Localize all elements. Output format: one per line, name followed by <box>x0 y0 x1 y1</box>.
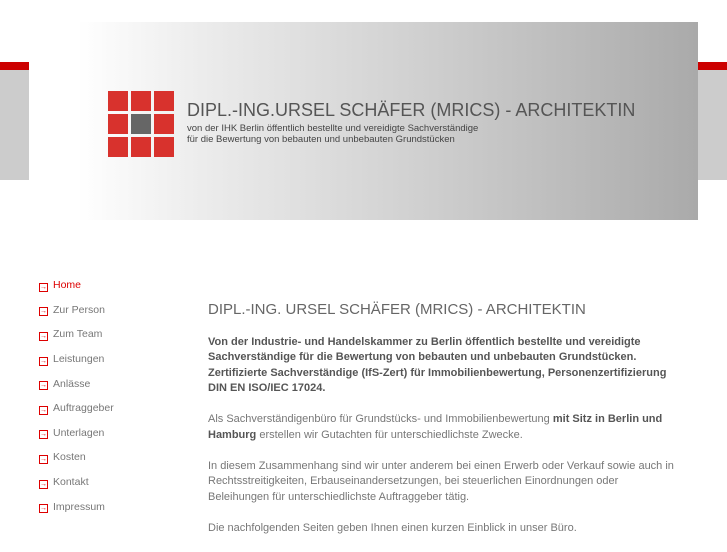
left-decor-bar <box>0 62 29 180</box>
nav-label: Kontakt <box>53 476 89 489</box>
location-text: mit Sitz in Berlin und Hamburg <box>208 413 663 441</box>
nav-item-kosten[interactable] <box>39 445 114 470</box>
sidebar-nav <box>39 273 114 519</box>
arrow-in-icon: → <box>40 382 47 390</box>
banner-subtitle-2: für die Bewertung von bebauten und unbebauten Grundstücken <box>187 134 455 145</box>
arrow-in-icon: → <box>40 431 47 439</box>
page-title: DIPL.-ING. URSEL SCHÄFER (MRICS) - ARCHITEKTIN <box>208 301 586 318</box>
nav-label: Auftraggeber <box>53 402 114 415</box>
closing-paragraph: Die nachfolgenden Seiten geben Ihnen einen kurzen Einblick in unser Büro. <box>208 521 577 534</box>
header-banner <box>78 22 698 220</box>
office-paragraph <box>208 412 678 443</box>
nav-label: Zur Person <box>53 303 105 316</box>
arrow-in-icon: → <box>40 283 47 291</box>
arrow-in-icon: → <box>40 455 47 463</box>
arrow-in-icon: → <box>40 505 47 513</box>
arrow-in-icon: → <box>40 308 47 316</box>
arrow-in-icon: → <box>40 332 47 340</box>
text: Als Sachverständigenbüro für Grundstücks- und Immobilienbewertung <box>208 413 553 425</box>
arrow-in-icon: → <box>40 480 47 488</box>
nav-label: Kosten <box>53 451 86 464</box>
nav-label: Impressum <box>53 500 105 513</box>
banner-subtitle-1: von der IHK Berlin öffentlich bestellte und vereidigte Sachverständige <box>187 123 479 134</box>
nav-item-home[interactable] <box>39 273 114 298</box>
nav-item-impressum[interactable] <box>39 494 114 519</box>
nav-label: Zum Team <box>53 328 103 341</box>
main-content <box>208 302 678 552</box>
nav-label: Leistungen <box>53 353 105 366</box>
nav-label: Home <box>53 279 82 292</box>
nav-label: Unterlagen <box>53 426 105 439</box>
context-paragraph: In diesem Zusammenhang sind wir unter anderem bei einen Erwerb oder Verkauf sowie auch in Rechtsstreitigkeiten, Erbauseinandersetzungen, bei steuerlichen Einordnungen oder Beleihungen für unterschiedlichste Auftraggeber tätig. <box>208 459 674 503</box>
nav-item-unterlagen[interactable] <box>39 421 114 446</box>
text: erstellen wir Gutachten für unterschiedlichste Zwecke. <box>256 428 523 441</box>
nav-item-anlaesse[interactable] <box>39 371 114 396</box>
right-decor-bar <box>698 62 727 180</box>
arrow-in-icon: → <box>40 406 47 414</box>
intro-paragraph: Von der Industrie- und Handelskammer zu Berlin öffentlich bestellte und vereidigte Sachverständige für die Bewertung von bebauten und unbebauten Grundstücken. Zertifizierte Sachverständige (IfS-Zert) für Immobilienbewertung, Personenzertifizierung DIN EN ISO/IEC 17024. <box>208 335 667 394</box>
nav-label: Anlässe <box>53 377 91 390</box>
nav-item-leistungen[interactable] <box>39 347 114 372</box>
banner-title: DIPL.-ING.URSEL SCHÄFER (MRICS) - ARCHITEKTIN <box>187 100 636 120</box>
nav-item-kontakt[interactable] <box>39 470 114 495</box>
nav-item-zum-team[interactable] <box>39 322 114 347</box>
arrow-in-icon: → <box>40 357 47 365</box>
nav-item-zur-person[interactable] <box>39 298 114 323</box>
nav-item-auftraggeber[interactable] <box>39 396 114 421</box>
logo-icon <box>108 91 174 157</box>
